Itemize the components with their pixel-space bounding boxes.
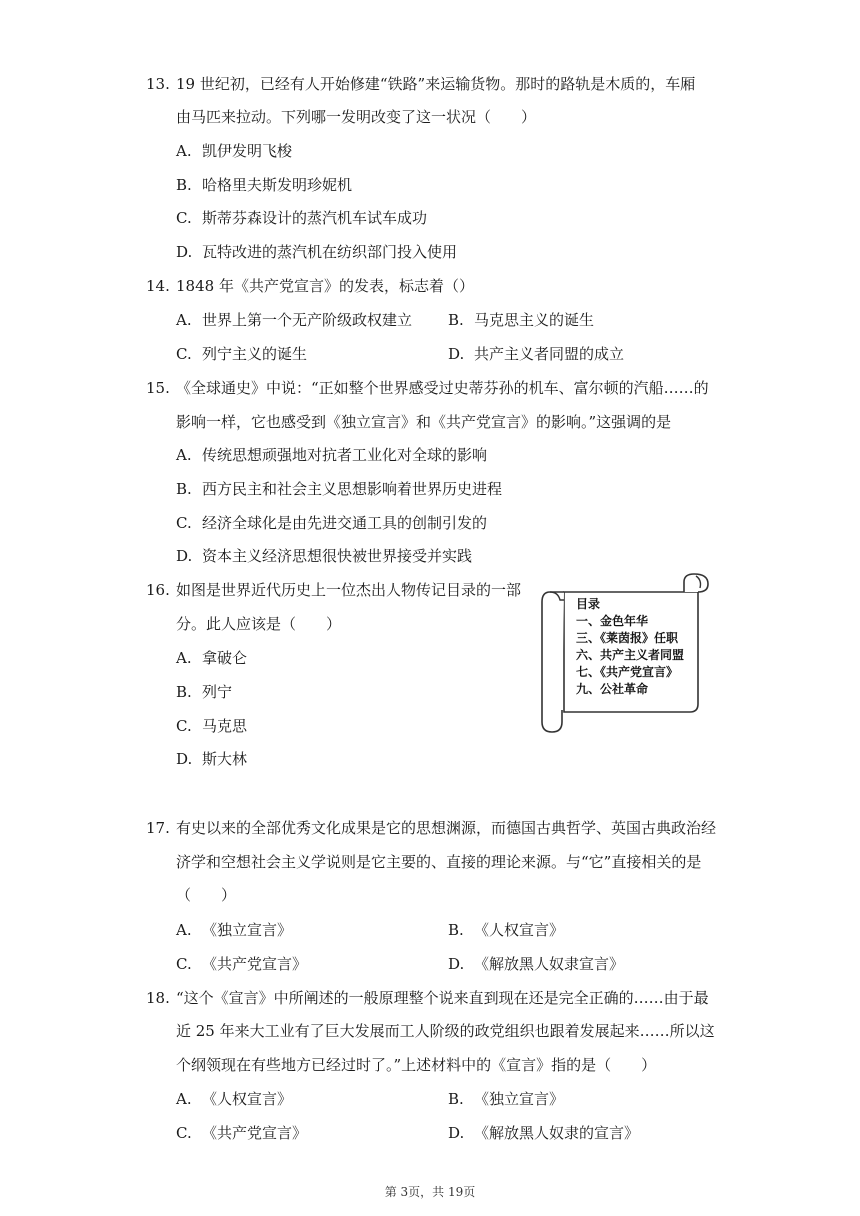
option-d[interactable]: [448, 344, 624, 364]
question-number: 18.: [146, 989, 170, 1007]
option-text: 共产主义者同盟的成立: [474, 345, 625, 363]
figure-item: 七、《共产党宣言》: [576, 665, 679, 679]
option-label: A.: [176, 311, 192, 329]
option-text: 瓦特改进的蒸汽机在纺织部门投入使用: [202, 243, 458, 261]
option-b[interactable]: [176, 479, 502, 499]
question-stem-line: 如图是世界近代历史上一位杰出人物传记目录的一部: [176, 581, 522, 599]
option-text: 马克思主义的诞生: [474, 311, 595, 329]
option-d[interactable]: [176, 749, 247, 769]
option-a[interactable]: [176, 648, 247, 668]
option-b[interactable]: [448, 920, 564, 940]
option-text: 《解放黑人奴隶宣言》: [474, 955, 625, 973]
option-a[interactable]: [176, 445, 487, 465]
question-number: 16.: [146, 581, 170, 599]
option-text: 《人权宣言》: [202, 1090, 293, 1108]
question-stem-line: 近 25 年来大工业有了巨大发展而工人阶级的政党组织也跟着发展起来……所以这: [176, 1022, 715, 1040]
option-text: 马克思: [202, 717, 248, 735]
figure-item: 一、金色年华: [576, 614, 649, 628]
option-label: D.: [176, 547, 193, 565]
option-label: C.: [176, 1124, 192, 1142]
option-text: 凯伊发明飞梭: [202, 142, 293, 160]
option-label: D.: [448, 955, 465, 973]
question-number: 14.: [146, 277, 170, 295]
question-stem-line: （ ）: [176, 886, 237, 904]
option-label: B.: [176, 176, 192, 194]
option-label: C.: [176, 209, 192, 227]
figure-item: 三、《莱茵报》任职: [576, 631, 679, 645]
question-stem-line: 分。此人应该是（ ）: [176, 615, 342, 633]
option-label: C.: [176, 514, 192, 532]
option-label: A.: [176, 142, 192, 160]
option-text: 列宁: [202, 683, 233, 701]
option-d[interactable]: [448, 954, 624, 974]
option-b[interactable]: [448, 1089, 564, 1109]
question-stem-line: 1848 年《共产党宣言》的发表，标志着（）: [176, 277, 474, 295]
option-label: B.: [448, 1090, 464, 1108]
option-label: A.: [176, 649, 192, 667]
option-label: C.: [176, 345, 192, 363]
option-text: 《解放黑人奴隶的宣言》: [474, 1124, 640, 1142]
option-label: B.: [176, 683, 192, 701]
option-c[interactable]: [176, 344, 307, 364]
figure-item: 六、共产主义者同盟: [576, 648, 685, 662]
option-text: 《独立宣言》: [474, 1090, 565, 1108]
option-a[interactable]: [176, 920, 292, 940]
option-label: A.: [176, 1090, 192, 1108]
question-stem-line: “这个《宣言》中所阐述的一般原理整个说来直到现在还是完全正确的……由于最: [176, 989, 709, 1007]
option-d[interactable]: [448, 1123, 639, 1143]
question-stem-line: 济学和空想社会主义学说则是它主要的、直接的理论来源。与“它”直接相关的是: [176, 853, 702, 871]
option-a[interactable]: [176, 1089, 292, 1109]
option-c[interactable]: [176, 1123, 307, 1143]
option-label: D.: [176, 243, 193, 261]
option-c[interactable]: [176, 716, 247, 736]
question-stem-line: 《全球通史》中说：“正如整个世界感受过史蒂芬孙的机车、富尔顿的汽船……的: [176, 379, 709, 397]
option-label: D.: [448, 1124, 465, 1142]
question-number: 13.: [146, 75, 170, 93]
option-label: C.: [176, 717, 192, 735]
option-text: 资本主义经济思想很快被世界接受并实践: [202, 547, 473, 565]
question-stem-line: 影响一样，它也感受到《独立宣言》和《共产党宣言》的影响。”这强调的是: [176, 413, 672, 431]
option-label: B.: [448, 311, 464, 329]
option-b[interactable]: [176, 682, 232, 702]
page-footer: 第 3页，共 19页: [384, 1185, 476, 1199]
option-label: B.: [448, 921, 464, 939]
option-text: 传统思想顽强地对抗者工业化对全球的影响: [202, 446, 488, 464]
question-number: 15.: [146, 379, 170, 397]
option-b[interactable]: [176, 175, 352, 195]
option-text: 《共产党宣言》: [202, 1124, 308, 1142]
question-stem-line: 个纲领现在有些地方已经过时了。”上述材料中的《宣言》指的是（ ）: [176, 1056, 657, 1074]
option-label: D.: [448, 345, 465, 363]
option-d[interactable]: [176, 546, 472, 566]
option-text: 哈格里夫斯发明珍妮机: [202, 176, 353, 194]
option-label: D.: [176, 750, 193, 768]
option-c[interactable]: [176, 208, 427, 228]
figure-title: 目录: [576, 597, 601, 611]
option-label: A.: [176, 921, 192, 939]
option-text: 《共产党宣言》: [202, 955, 308, 973]
option-text: 拿破仑: [202, 649, 248, 667]
option-b[interactable]: [448, 310, 594, 330]
option-text: 世界上第一个无产阶级政权建立: [202, 311, 413, 329]
option-c[interactable]: [176, 954, 307, 974]
figure-item: 九、公社革命: [576, 682, 649, 696]
question-number: 17.: [146, 819, 170, 837]
option-label: B.: [176, 480, 192, 498]
option-text: 经济全球化是由先进交通工具的创制引发的: [202, 514, 488, 532]
option-text: 斯蒂芬森设计的蒸汽机车试车成功: [202, 209, 428, 227]
option-text: 西方民主和社会主义思想影响着世界历史进程: [202, 480, 503, 498]
option-d[interactable]: [176, 242, 457, 262]
option-a[interactable]: [176, 141, 292, 161]
option-a[interactable]: [176, 310, 412, 330]
option-text: 斯大林: [202, 750, 248, 768]
option-label: A.: [176, 446, 192, 464]
option-text: 《人权宣言》: [474, 921, 565, 939]
option-text: 列宁主义的诞生: [202, 345, 308, 363]
question-stem-line: 有史以来的全部优秀文化成果是它的思想渊源，而德国古典哲学、英国古典政治经: [176, 819, 717, 837]
option-c[interactable]: [176, 513, 487, 533]
option-label: C.: [176, 955, 192, 973]
question-stem-line: 19 世纪初，已经有人开始修建“铁路”来运输货物。那时的路轨是木质的，车厢: [176, 75, 696, 93]
option-text: 《独立宣言》: [202, 921, 293, 939]
question-stem-line: 由马匹来拉动。下列哪一发明改变了这一状况（ ）: [176, 108, 537, 126]
